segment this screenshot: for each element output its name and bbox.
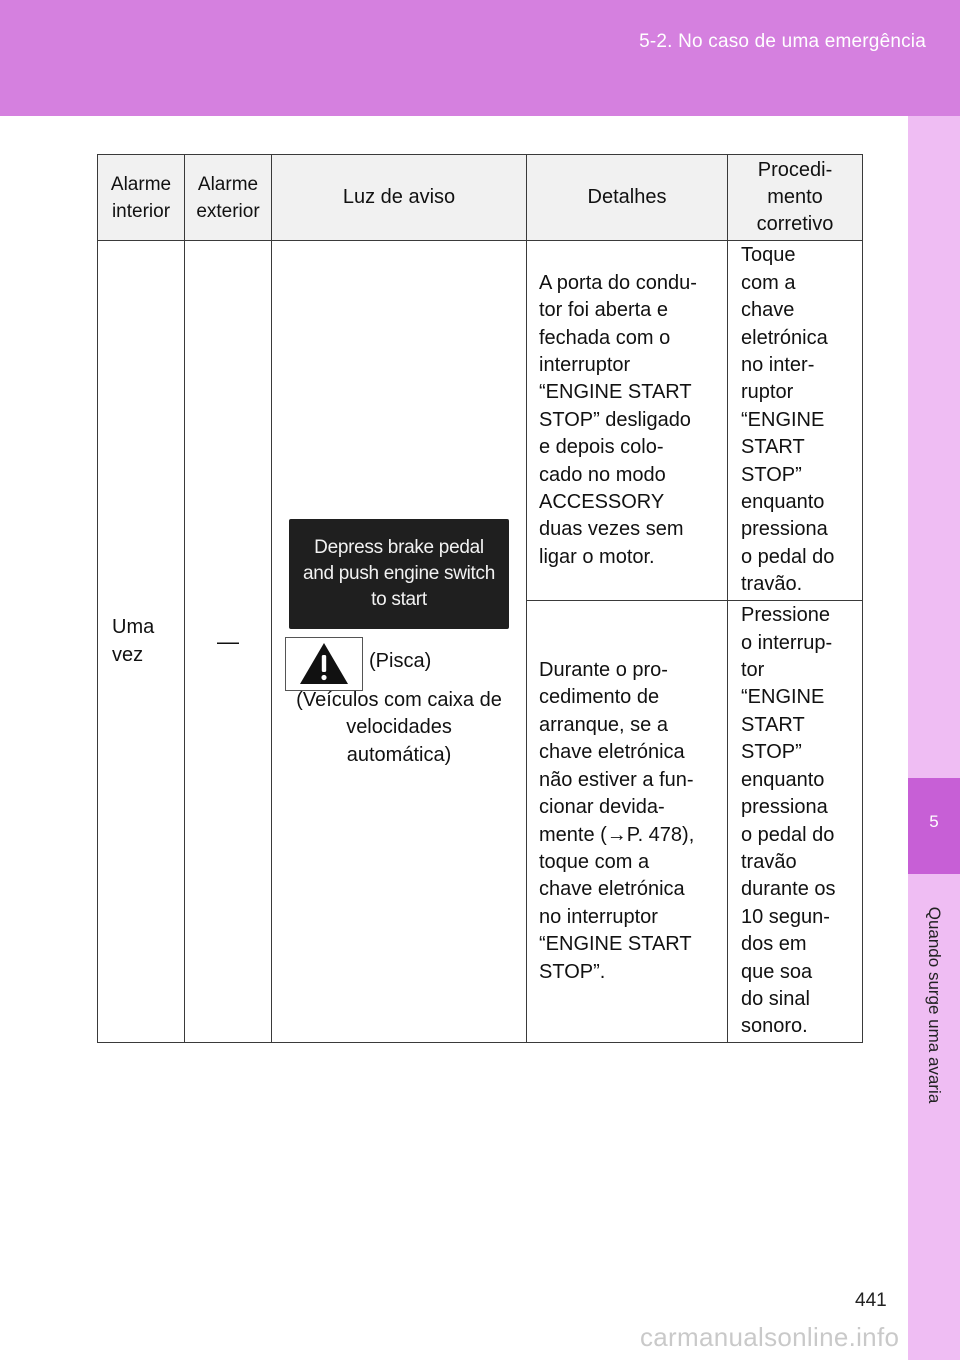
header-exterior-alarm: Alarme exterior <box>185 155 272 241</box>
warning-message-display <box>289 519 509 629</box>
page-number: 441 <box>855 1290 887 1311</box>
header-band <box>0 0 960 116</box>
interior-alarm-cell: Uma vez <box>98 241 185 1043</box>
header-warning-light: Luz de aviso <box>272 155 527 241</box>
exclamation-warning-icon <box>285 637 363 691</box>
details-cell-1: A porta do condu- tor foi aberta e fechada com o interruptor “ENGINE START STOP” desligado e depois colo- cado no modo ACCESSORY duas vezes sem ligar o motor. <box>527 241 728 601</box>
table-row <box>98 241 863 601</box>
watermark-text: carmanualsonline.info <box>640 1322 900 1352</box>
details-cell-2: Durante o pro- cedimento de arranque, se a chave eletrónica não estiver a fun- cionar devida- mente (→P. 478), toque com a chave eletrónica no interruptor “ENGINE START STOP”. <box>527 601 728 1043</box>
procedure-cell-2: Pressione o interrup- tor “ENGINE START STOP” enquanto pressiona o pedal do travão durante os 10 segun- dos em que soa do sinal sonoro. <box>728 601 863 1043</box>
side-tab-strip <box>908 116 960 1360</box>
header-interior-alarm: Alarme interior <box>98 155 185 241</box>
table-header-row <box>98 155 863 241</box>
exterior-alarm-cell: — <box>185 241 272 1043</box>
chapter-number: 5 <box>929 812 939 831</box>
warning-message-text: Depress brake pedal and push engine switch to start <box>303 537 495 610</box>
vehicle-type-note: (Veículos com caixa de velocidades automática) <box>296 689 502 766</box>
header-procedure: Procedi- mento corretivo <box>728 155 863 241</box>
section-title: 5-2. No caso de uma emergência <box>639 31 926 52</box>
procedure-cell-1: Toque com a chave eletrónica no inter- ruptor “ENGINE START STOP” enquanto pressiona o pedal do travão. <box>728 241 863 601</box>
header-details: Detalhes <box>527 155 728 241</box>
warning-table <box>97 154 863 1043</box>
warning-light-cell <box>272 241 527 1043</box>
flash-label: (Pisca) <box>369 650 432 672</box>
chapter-title: Quando surge uma avaria <box>925 906 944 1104</box>
